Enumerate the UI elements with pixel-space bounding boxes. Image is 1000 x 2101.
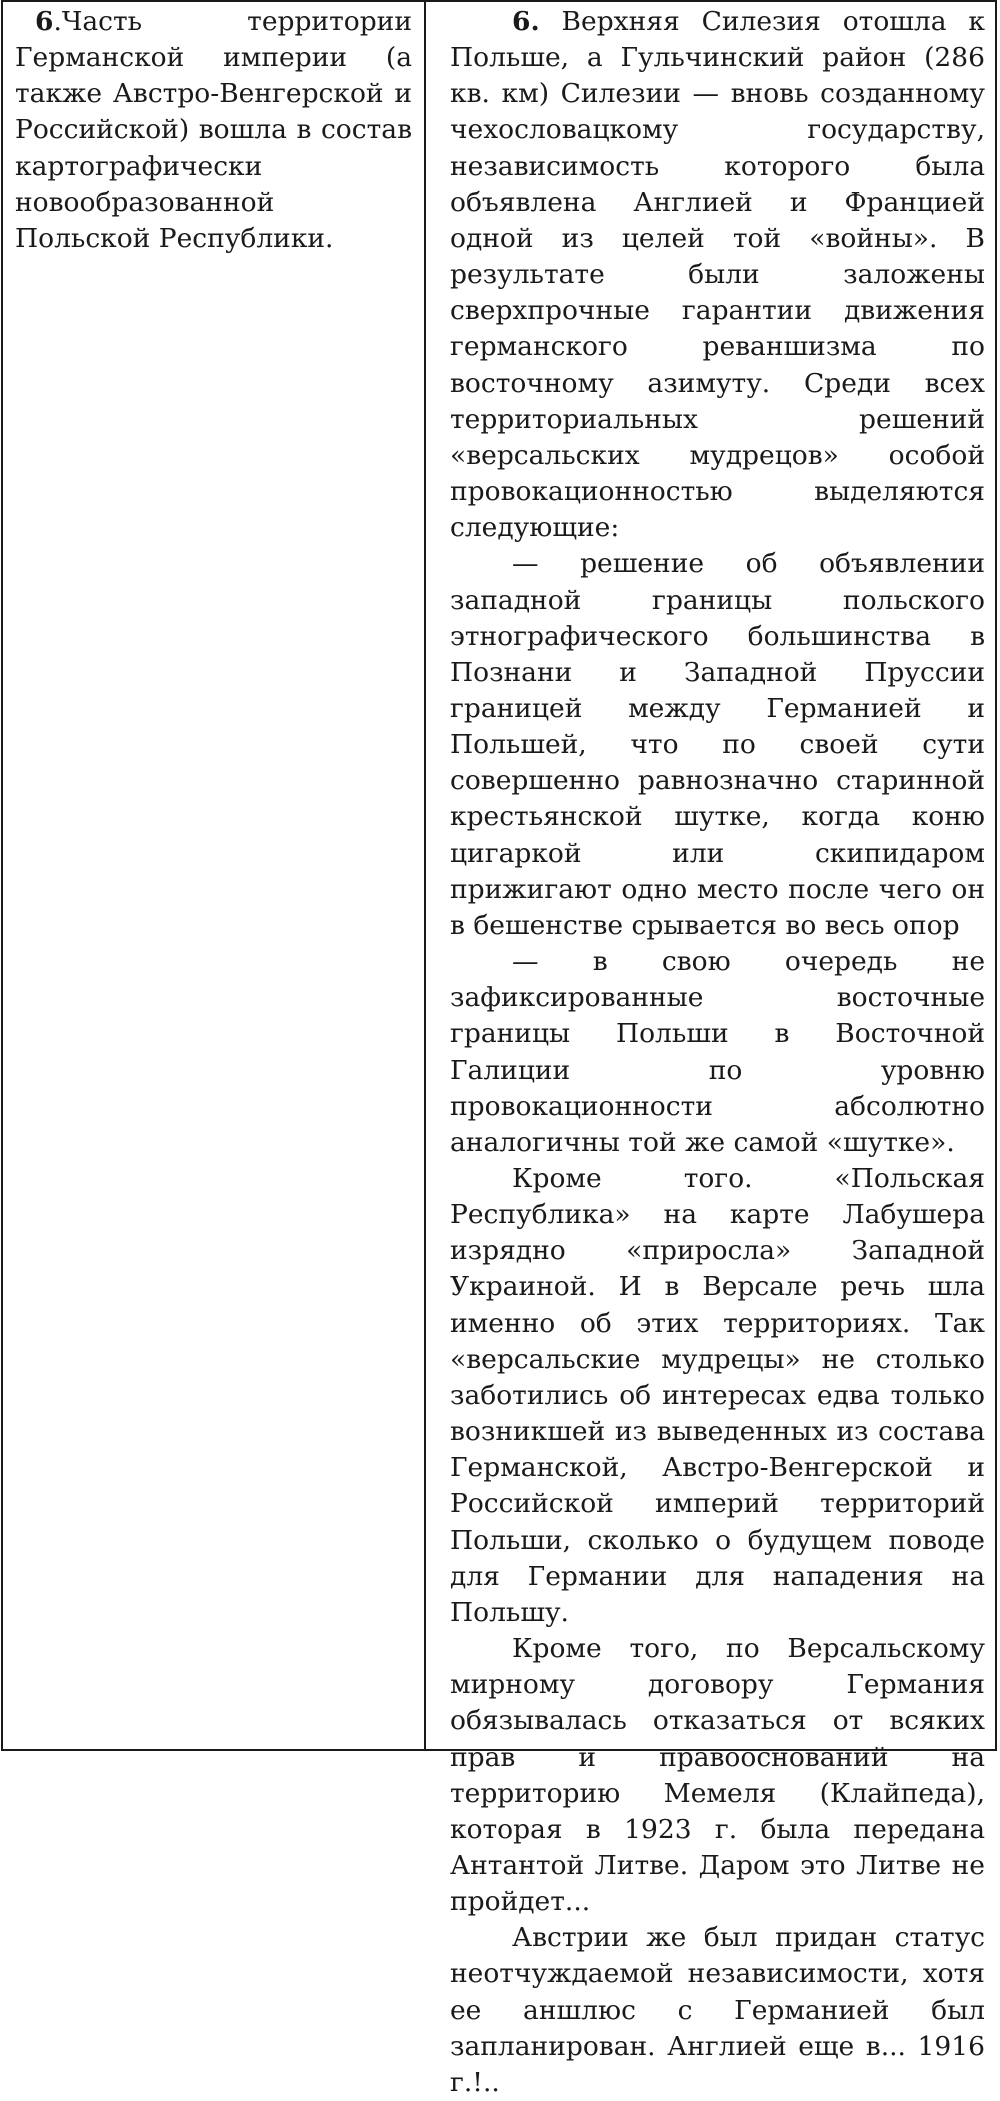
paragraph-1 bbox=[450, 4, 985, 546]
left-text: .Часть территории Германской империи (а также Австро-Венгерской и Российской) вошла в состав картографически новообразованной Польской Республики. bbox=[15, 6, 412, 254]
left-column bbox=[3, 2, 426, 1749]
item-number: 6 bbox=[35, 6, 54, 37]
paragraph-2: — решение об объявлении западной границы польского этнографического большинства в Познани и Западной Пруссии границей между Германией и Польшей, что по своей сути совершенно равнозначно старинной крестьянской шутке, когда коню цигаркой или скипидаром прижигают одно место после чего он в бешенстве срывается во весь опор bbox=[450, 548, 985, 941]
item-number: 6. bbox=[512, 6, 540, 37]
two-column-table bbox=[1, 0, 997, 2098]
paragraph-5: Кроме того, по Версальскому мирному договору Германия обязывалась отказаться от всяких прав и правооснований на территорию Мемеля (Клайпеда), которая в 1923 г. была передана Антантой Литве. Даром это Литве не пройдет... bbox=[450, 1633, 985, 1918]
paragraph-6: Австрии же был придан статус неотчуждаемой независимости, хотя ее аншлюс с Германией был запланирован. Англией еще в... 1916 г.!.. bbox=[450, 1922, 985, 2098]
paragraph-3: — в свою очередь не зафиксированные восточные границы Польши в Восточной Галиции по уровню провокационности абсолютно аналогичны той же самой «шутке». bbox=[450, 946, 985, 1158]
right-column bbox=[426, 2, 995, 2098]
left-paragraph bbox=[15, 4, 412, 257]
paragraph-1-text: Верхняя Силезия отошла к Польше, а Гульчинский район (286 кв. км) Силезии — вновь созданному чехословацкому государству, независимость которого была объявлена Англией и Францией одной из целей той «войны». В результате были заложены сверхпрочные гарантии движения германского реваншизма по восточному азимуту. Среди всех территориальных решений «версальских мудрецов» особой провокационностью выделяются следующие: bbox=[450, 6, 985, 544]
paragraph-4: Кроме того. «Польская Республика» на карте Лабушера изрядно «приросла» Западной Украиной. И в Версале речь шла именно об этих территориях. Так «версальские мудрецы» не столько заботились об интересах едва только возникшей из выведенных из состава Германской, Австро-Венгерской и Российской империй территорий Польши, сколько о будущем поводе для Германии для нападения на Польшу. bbox=[450, 1163, 985, 1628]
